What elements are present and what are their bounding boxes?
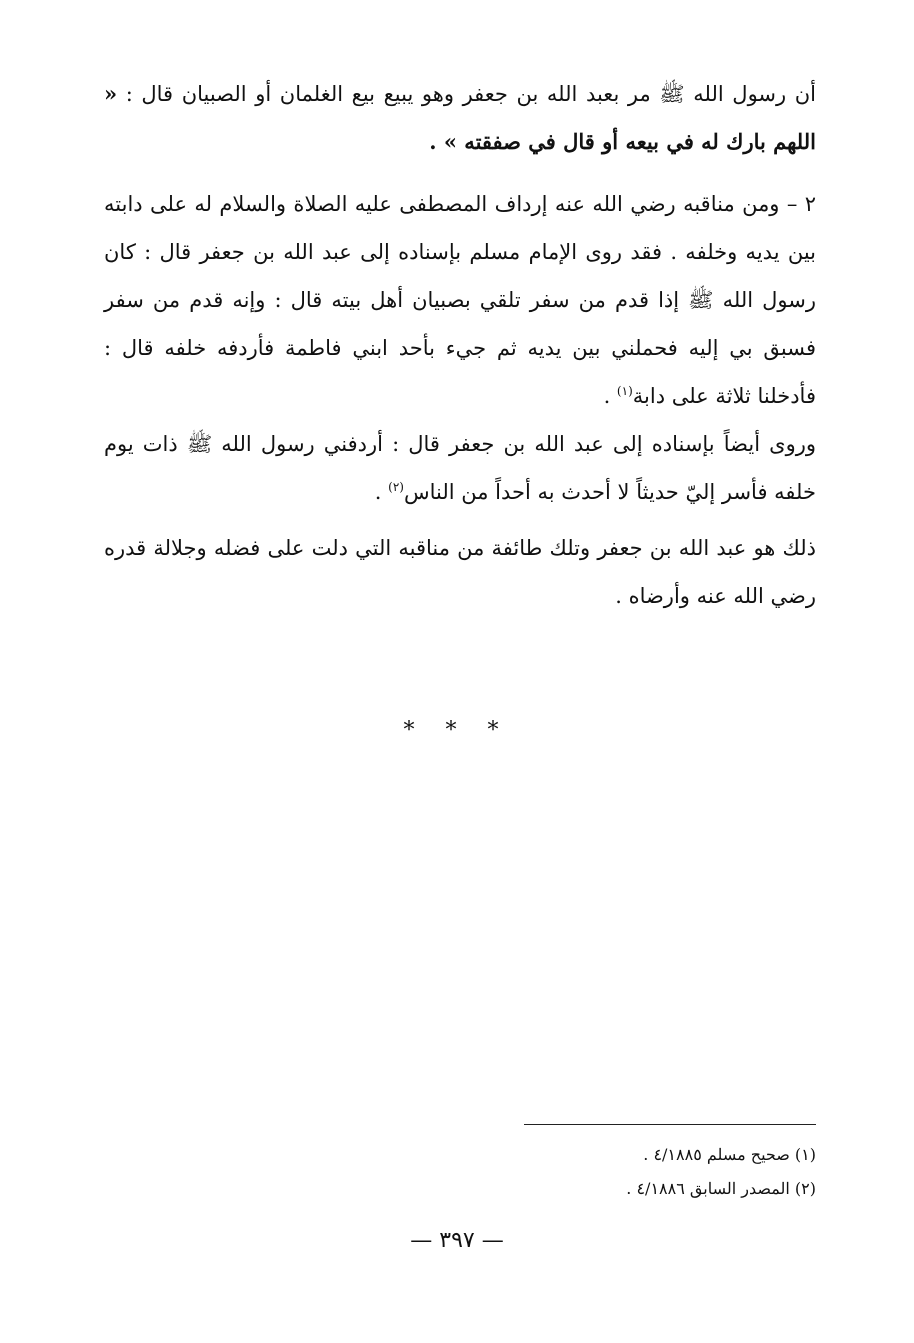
paragraph-3-end: . [374,480,389,504]
footnote-2: (٢) المصدر السابق ٤/١٨٨٦ . [626,1179,816,1198]
footnote-ref-2[interactable]: (٢) [388,480,404,494]
paragraph-2-text: ٢ – ومن مناقبه رضي الله عنه إرداف المصطفى عليه الصلاة والسلام له على دابته بين يديه وخلفه . فقد روى الإمام مسلم بإسناده إلى عبد الله بن جعفر قال : كان رسول الله ﷺ إذا قدم من سفر تلقي بصبيان أهل بيته قال : وإنه قدم من سفر فسبق بي إليه فحملني بين يديه ثم جيء بأحد ابني فاطمة فأردفه خلفه قال : فأدخلنا ثلاثة على دابة [104,192,816,408]
footnotes [450,1138,816,1206]
paragraph-2 [104,180,816,420]
paragraph-2-end: . [603,384,617,408]
paragraph-4 [104,524,816,620]
page-number: — ٣٩٧ — [410,1228,504,1253]
footnote-divider [524,1124,816,1125]
paragraph-3-text: وروى أيضاً بإسناده إلى عبد الله بن جعفر قال : أردفني رسول الله ﷺ ذات يوم خلفه فأسر إليّ حديثاً لا أحدث به أحداً من الناس [104,432,816,504]
paragraph-1 [104,70,816,166]
footnote-1: (١) صحيح مسلم ٤/١٨٨٥ . [643,1145,816,1164]
prayer-quote: « اللهم بارك له في بيعه أو قال في صفقته » . [104,81,816,154]
paragraph-1-text: أن رسول الله ﷺ مر بعبد الله بن جعفر وهو يبيع بيع الغلمان أو الصبيان قال : [125,82,817,106]
footnote-ref-1[interactable]: (١) [616,384,633,398]
section-separator: * * * [403,718,511,743]
paragraph-4-text: ذلك هو عبد الله بن جعفر وتلك طائفة من مناقبه التي دلت على فضله وجلالة قدره رضي الله عنه وأرضاه . [104,536,816,608]
paragraph-3 [104,420,816,516]
